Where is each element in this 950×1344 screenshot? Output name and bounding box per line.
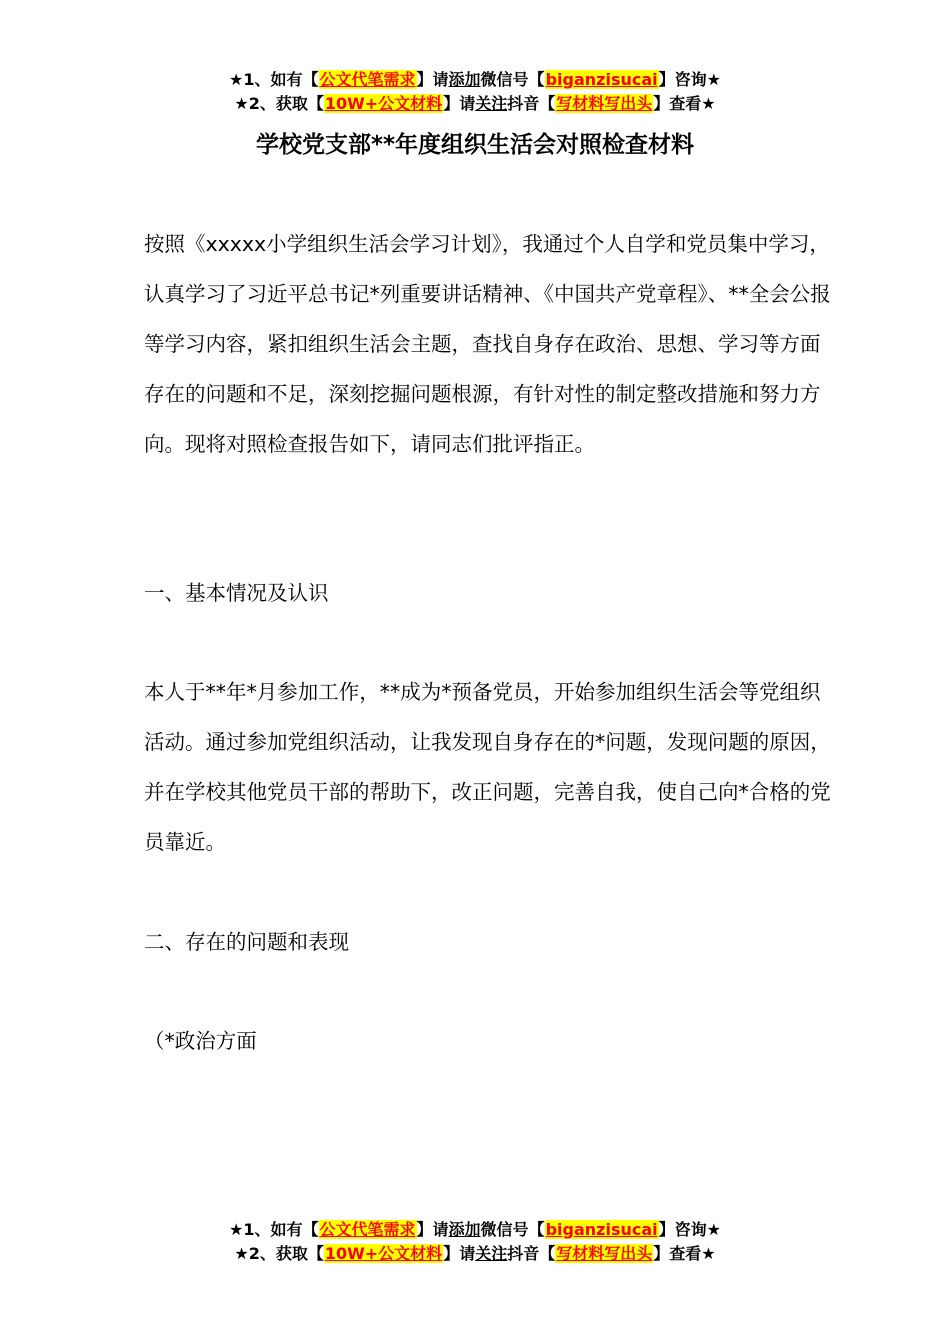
document-title: 学校党支部**年度组织生活会对照检查材料 <box>255 132 695 158</box>
banner-text: 抖音【 <box>507 94 556 113</box>
banner-text: 】咨询★ <box>658 1220 721 1239</box>
header-banner <box>0 68 950 116</box>
banner-underlined: 添加 <box>448 1220 481 1239</box>
highlight-wechat-id: biganzisucai <box>545 70 658 89</box>
highlight-materials: 10W+公文材料 <box>324 94 443 113</box>
section-paragraph-basic-situation: 本人于**年*月参加工作，**成为*预备党员，开始参加组织生活会等党组织活动。通过参加党组织活动，让我发现自身存在的*问题，发现问题的原因，并在学校其他党员干部的帮助下，改正问题，完善自我，使自己向*合格的党员靠近。 <box>144 680 831 854</box>
banner-text: 】请 <box>443 1244 476 1263</box>
highlight-wechat-id: biganzisucai <box>545 1220 658 1239</box>
banner-underlined: 添加 <box>448 70 481 89</box>
highlight-douyin: 写材料写出头 <box>556 1244 653 1263</box>
banner-text: 】咨询★ <box>658 70 721 89</box>
banner-text: 】查看★ <box>653 94 716 113</box>
section-heading-problems: 二、存在的问题和表现 <box>144 930 349 954</box>
banner-text: 】请 <box>416 1220 449 1239</box>
highlight-service: 公文代笔需求 <box>319 70 416 89</box>
highlight-douyin: 写材料写出头 <box>556 94 653 113</box>
section-heading-basic-situation: 一、基本情况及认识 <box>144 581 329 605</box>
banner-line-1 <box>0 68 950 92</box>
banner-line-2 <box>0 92 950 116</box>
banner-line-2 <box>0 1242 950 1266</box>
banner-text: 】请 <box>443 94 476 113</box>
banner-text: ★2、获取【 <box>234 1244 324 1263</box>
banner-line-1 <box>0 1218 950 1242</box>
banner-text: ★1、如有【 <box>229 1220 319 1239</box>
banner-underlined: 关注 <box>475 1244 508 1263</box>
subsection-heading-political: （*政治方面 <box>144 1029 257 1053</box>
highlight-service: 公文代笔需求 <box>319 1220 416 1239</box>
banner-text: ★2、获取【 <box>234 94 324 113</box>
banner-text: 】请 <box>416 70 449 89</box>
footer-banner <box>0 1218 950 1266</box>
banner-text: 抖音【 <box>507 1244 556 1263</box>
intro-paragraph: 按照《xxxxx小学组织生活会学习计划》，我通过个人自学和党员集中学习，认真学习了习近平总书记*列重要讲话精神、《中国共产党章程》、**全会公报等学习内容，紧扣组织生活会主题，查找自身存在政治、思想、学习等方面存在的问题和不足，深刻挖掘问题根源，有针对性的制定整改措施和努力方向。现将对照检查报告如下，请同志们批评指正。 <box>144 232 831 456</box>
banner-text: 微信号【 <box>480 1220 545 1239</box>
banner-text: 】查看★ <box>653 1244 716 1263</box>
banner-text: ★1、如有【 <box>229 70 319 89</box>
banner-text: 微信号【 <box>480 70 545 89</box>
banner-underlined: 关注 <box>475 94 508 113</box>
highlight-materials: 10W+公文材料 <box>324 1244 443 1263</box>
